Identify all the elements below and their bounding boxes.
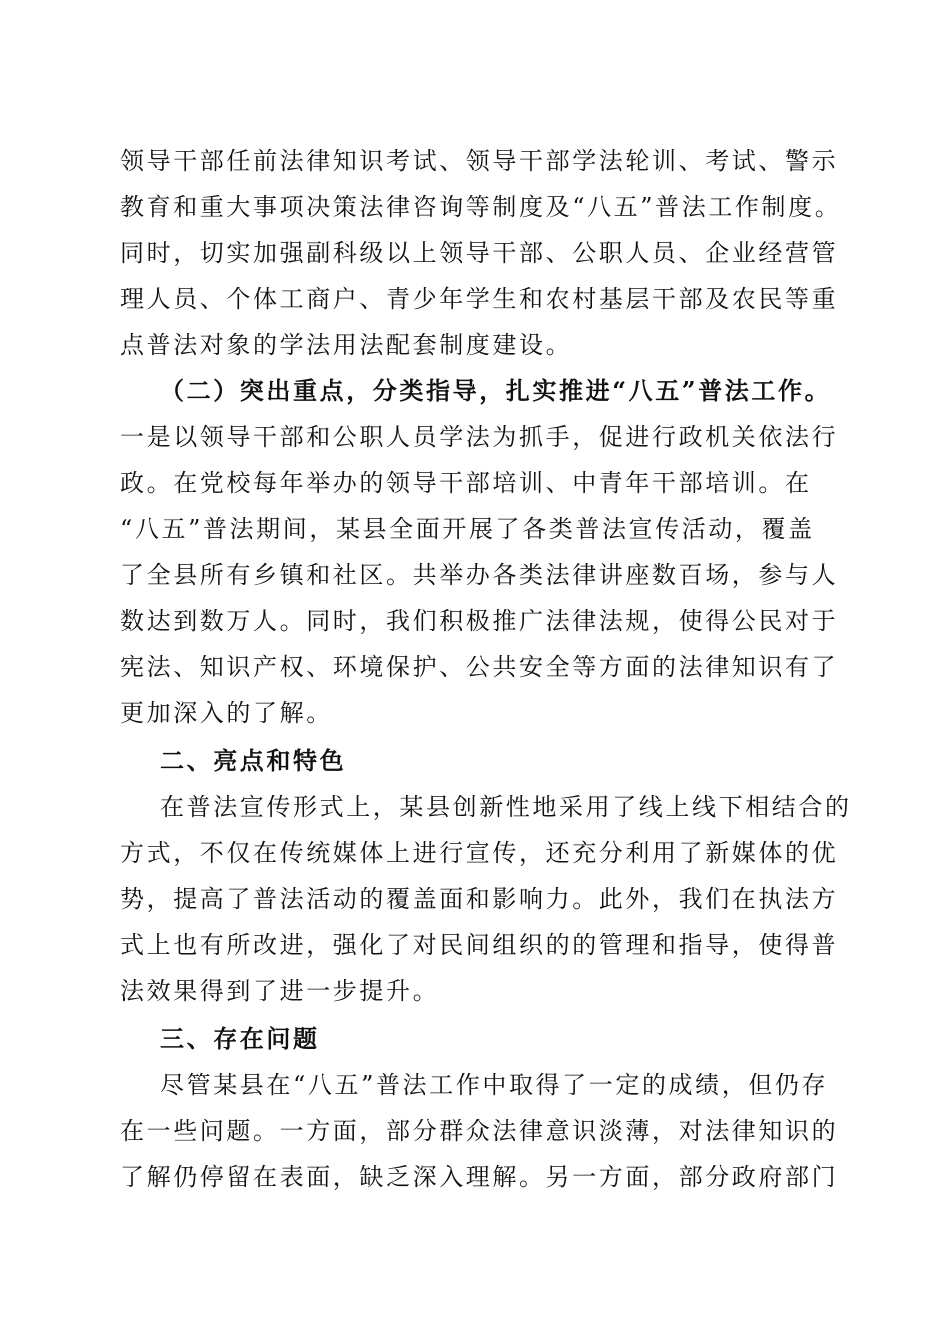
document-body (120, 138, 852, 1200)
text-line: 了全县所有乡镇和社区。共举办各类法律讲座数百场，参与人 (120, 561, 839, 589)
text-line: “八五”普法期间，某县全面开展了各类普法宣传活动，覆盖 (120, 515, 815, 543)
text-line: 尽管某县在“八五”普法工作中取得了一定的成绩，但仍存 (160, 1071, 829, 1099)
section-heading-2: （二）突出重点，分类指导，扎实推进“八五”普法工作。 (160, 376, 832, 405)
text-line: 理人员、个体工商户、青少年学生和农村基层干部及农民等重 (120, 285, 839, 313)
text-line: 同时，切实加强副科级以上领导干部、公职人员、企业经营管 (120, 239, 839, 267)
text-line: 法效果得到了进一步提升。 (120, 977, 440, 1005)
paragraph-institution-building (120, 138, 842, 368)
text-line: 教育和重大事项决策法律咨询等制度及“八五”普法工作制度。 (120, 193, 842, 221)
text-line: 方式，不仅在传统媒体上进行宣传，还充分利用了新媒体的优 (120, 839, 839, 867)
text-line: 点普法对象的学法用法配套制度建设。 (120, 331, 573, 359)
text-line: 领导干部任前法律知识考试、领导干部学法轮训、考试、警示 (120, 147, 839, 175)
text-line: 数达到数万人。同时，我们积极推广法律法规，使得公民对于 (120, 607, 839, 635)
text-line: 势，提高了普法活动的覆盖面和影响力。此外，我们在执法方 (120, 885, 839, 913)
paragraph-problems (120, 1062, 839, 1200)
text-line: 更加深入的了解。 (120, 699, 333, 727)
text-line: 一是以领导干部和公职人员学法为抓手，促进行政机关依法行 (120, 423, 839, 451)
text-line: 在一些问题。一方面，部分群众法律意识淡薄，对法律知识的 (120, 1117, 839, 1145)
text-line: 宪法、知识产权、环境保护、公共安全等方面的法律知识有了 (120, 653, 839, 681)
heading-problems: 三、存在问题 (160, 1025, 320, 1053)
text-line: 政。在党校每年举办的领导干部培训、中青年干部培训。在 (120, 469, 812, 497)
heading-highlights: 二、亮点和特色 (160, 747, 347, 775)
paragraph-key-focus (120, 414, 839, 736)
text-line: 了解仍停留在表面，缺乏深入理解。另一方面，部分政府部门 (120, 1163, 839, 1191)
paragraph-highlights (120, 784, 852, 1014)
text-line: 在普法宣传形式上，某县创新性地采用了线上线下相结合的 (160, 793, 852, 821)
text-line: 式上也有所改进，强化了对民间组织的的管理和指导，使得普 (120, 931, 839, 959)
